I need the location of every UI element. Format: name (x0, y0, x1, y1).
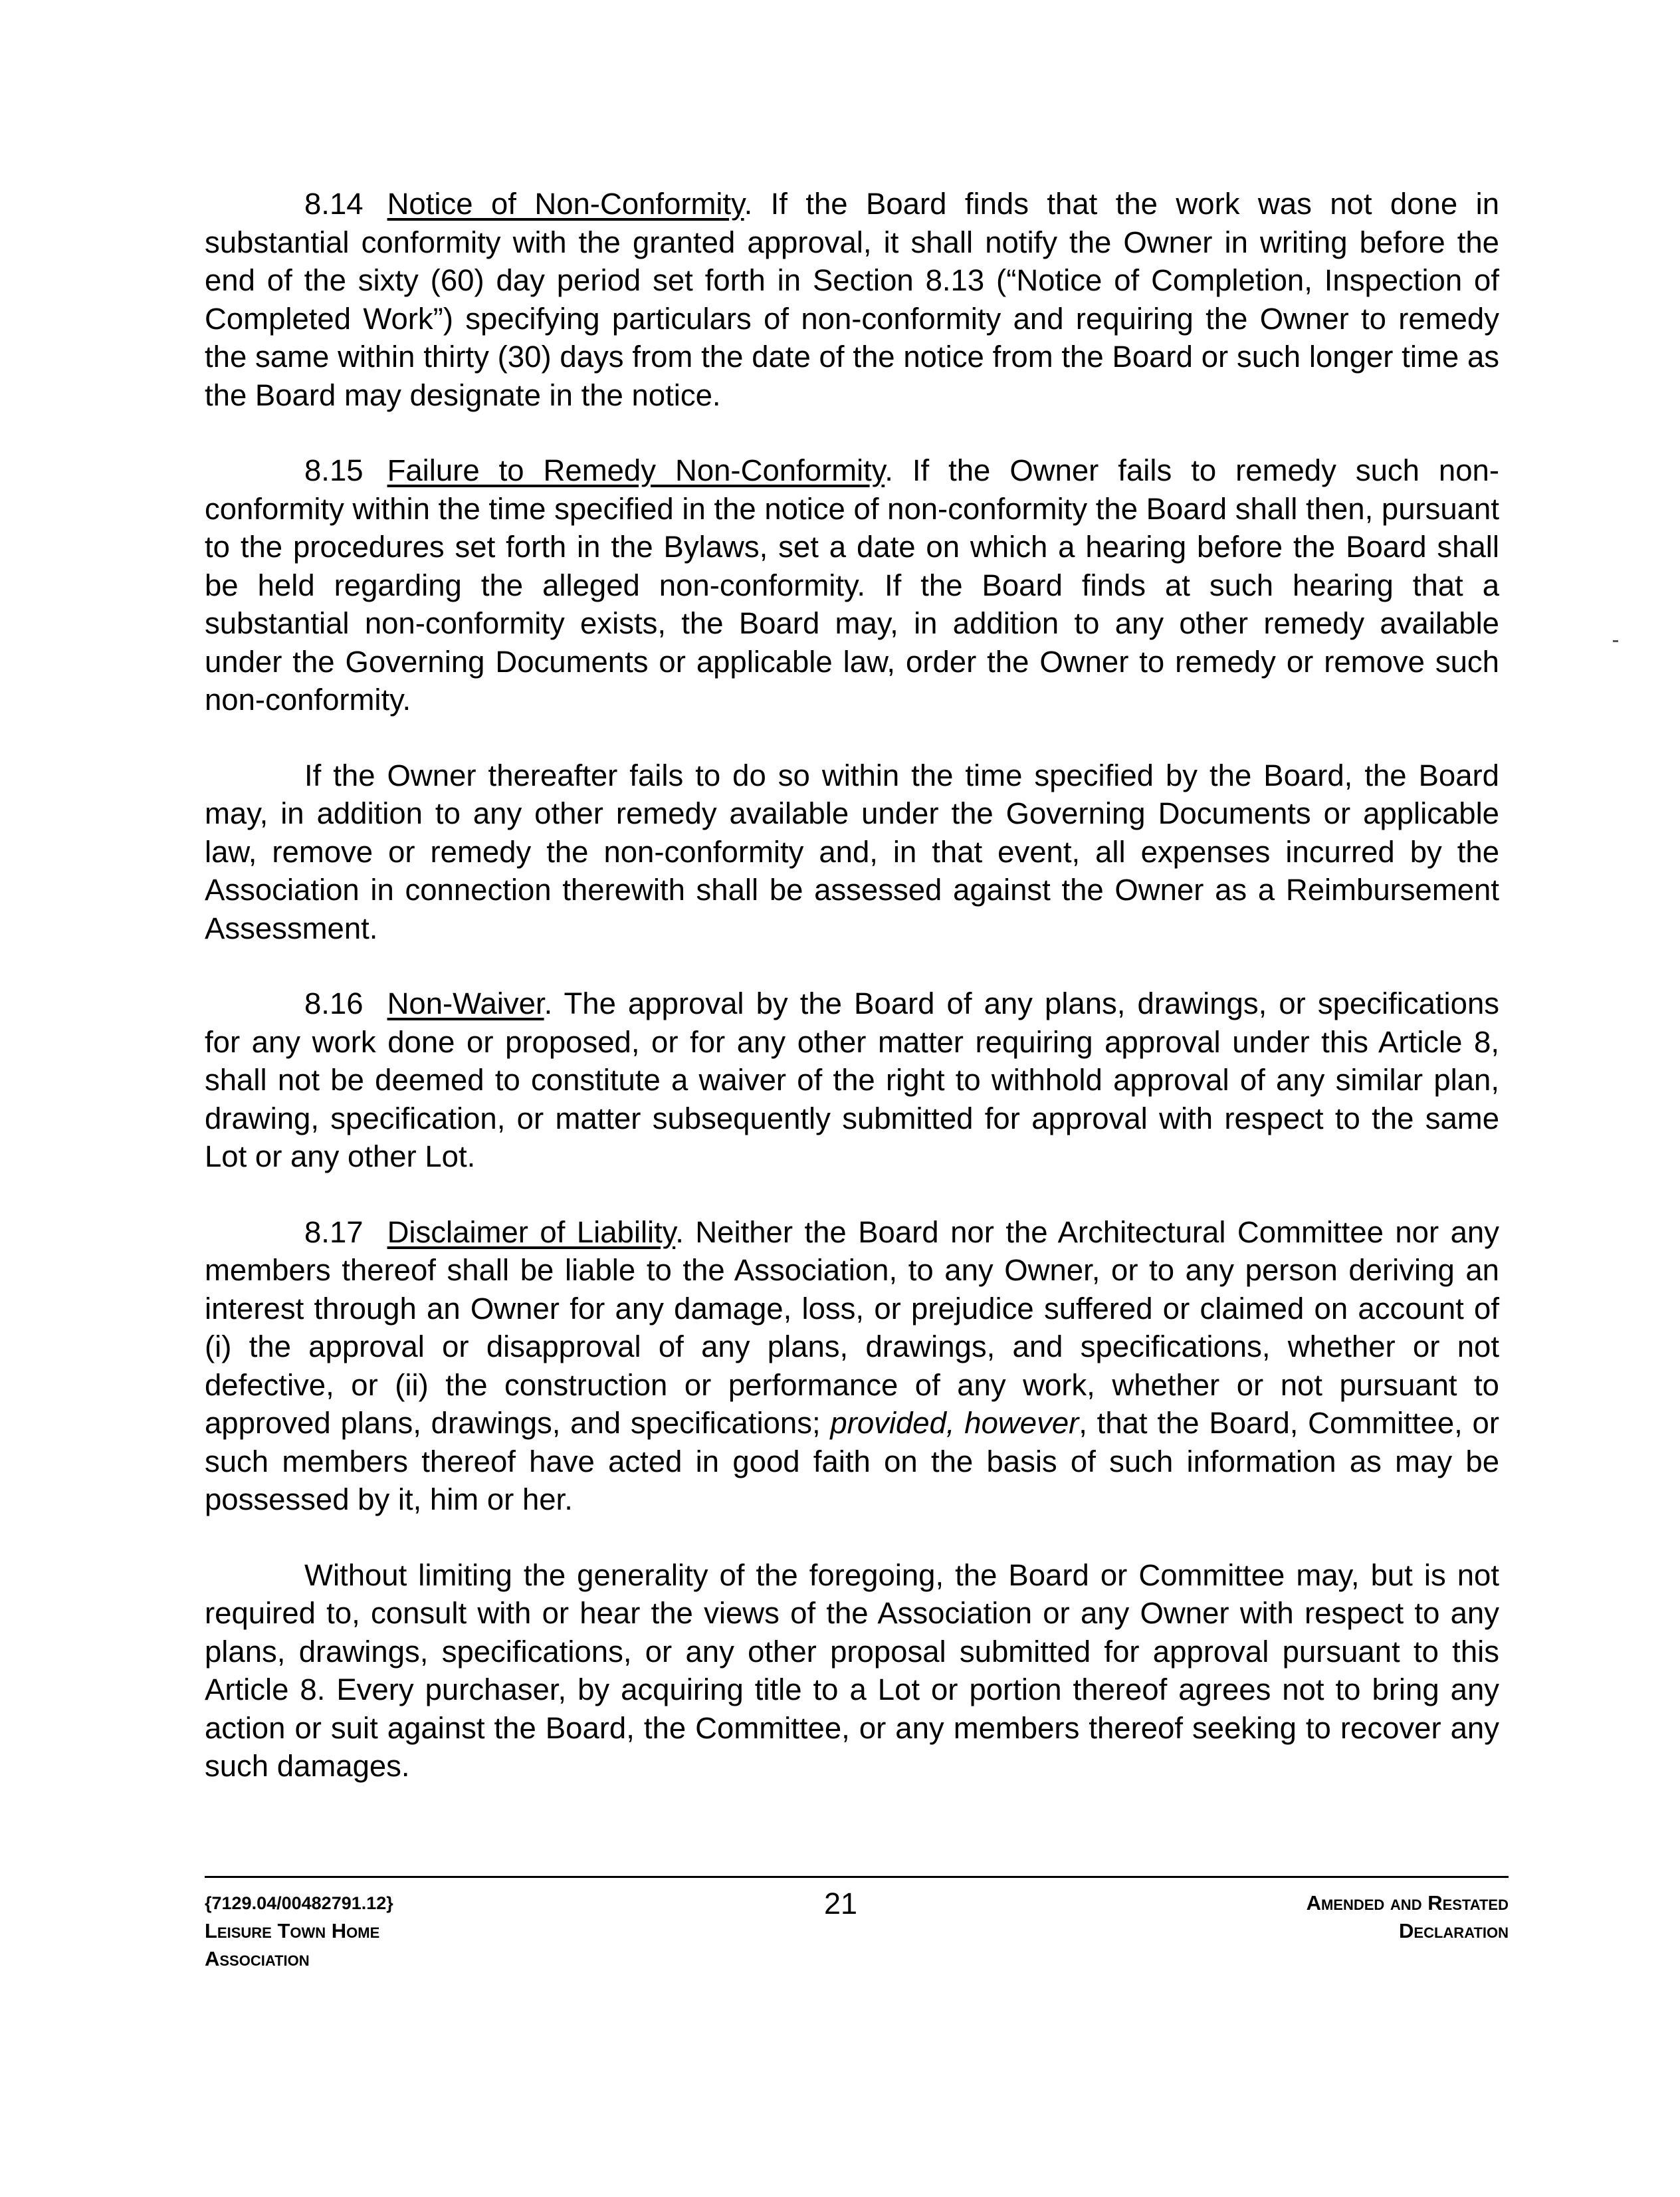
document-title-line-1: Amended and Restated (1306, 1891, 1509, 1914)
section-heading: Notice of Non-Conformity (387, 187, 744, 221)
page-body (205, 185, 1499, 1823)
section-8-15 (205, 451, 1499, 719)
section-heading: Failure to Remedy Non-Conformity (387, 453, 885, 487)
document-title-line-2: Declaration (1399, 1919, 1509, 1942)
section-8-15-continuation: If the Owner thereafter fails to do so within the time specified by the Board, the Board may, in addition to any other remedy available under the Governing Documents or applicable law, remove or remedy the non-conformity and, in that event, all expenses incurred by the Association in connection therewith shall be assessed against the Owner as a Reimbursement Assessment. (205, 758, 1499, 945)
footer-divider (205, 1876, 1509, 1878)
section-8-16 (205, 984, 1499, 1176)
section-8-14 (205, 185, 1499, 414)
section-number: 8.14 (304, 187, 364, 221)
section-number: 8.15 (304, 453, 364, 487)
section-text: . If the Board finds that the work was not done in substantial conformity with the granted approval, it shall notify the Owner in writing before the end of the sixty (60) day period set forth in Section 8.13 (“Notice of Completion, Inspection of Completed Work”) specifying particulars of non-conformity and requiring the Owner to remedy the same within thirty (30) days from the date of the notice from the Board or such longer time as the Board may designate in the notice. (205, 187, 1499, 412)
organization-line-2: Association (205, 1947, 310, 1970)
section-text: . Neither the Board nor the Architectural Committee nor any members thereof shall be liable to the Association, to any Owner, or to any person deriving an interest through an Owner for any damage, loss, or prejudice suffered or claimed on account of (i) the approval or disapproval of any plans, drawings, and specifications, whether or not defective, or (ii) the construction or performance of any work, whether or not pursuant to approved plans, drawings, and specifications; (205, 1214, 1499, 1440)
document-reference: {7129.04/00482791.12} (205, 1893, 393, 1913)
page-number: 21 (824, 1887, 858, 1920)
section-8-17 (205, 1213, 1499, 1519)
scan-speck (1613, 640, 1618, 642)
footer-right (1307, 1889, 1509, 1945)
section-number: 8.16 (304, 986, 364, 1020)
section-text-end: , that the Board, Committee, or such members thereof have acted in good faith on the basis of such information as may be possessed by it, him or her. (205, 1406, 1499, 1516)
footer-left (205, 1889, 393, 1973)
section-heading: Disclaimer of Liability (387, 1214, 676, 1249)
section-number: 8.17 (304, 1214, 364, 1249)
section-8-17-continuation: Without limiting the generality of the foregoing, the Board or Committee may, but is not required to, consult with or hear the views of the Association or any Owner with respect to any plans, drawings, specifications, or any other proposal submitted for approval pursuant to this Article 8. Every purchaser, by acquiring title to a Lot or portion thereof agrees not to bring any action or suit against the Board, the Committee, or any members thereof seeking to recover any such damages. (205, 1558, 1499, 1783)
organization-line-1: Leisure Town Home (205, 1919, 380, 1942)
section-text: . If the Owner fails to remedy such non-conformity within the time specified in the notice of non-conformity the Board shall then, pursuant to the procedures set forth in the Bylaws, set a date on which a hearing before the Board shall be held regarding the alleged non-conformity. If the Board finds at such hearing that a substantial non-conformity exists, the Board may, in addition to any other remedy available under the Governing Documents or applicable law, order the Owner to remedy or remove such non-conformity. (205, 453, 1499, 717)
section-text: . The approval by the Board of any plans, drawings, or specifications for any work done or proposed, or for any other matter requiring approval under this Article 8, shall not be deemed to constitute a waiver of the right to withhold approval of any similar plan, drawing, specification, or matter subsequently submitted for approval with respect to the same Lot or any other Lot. (205, 986, 1499, 1173)
section-italic-text: provided, however (830, 1406, 1079, 1440)
section-heading: Non-Waiver (387, 986, 544, 1020)
